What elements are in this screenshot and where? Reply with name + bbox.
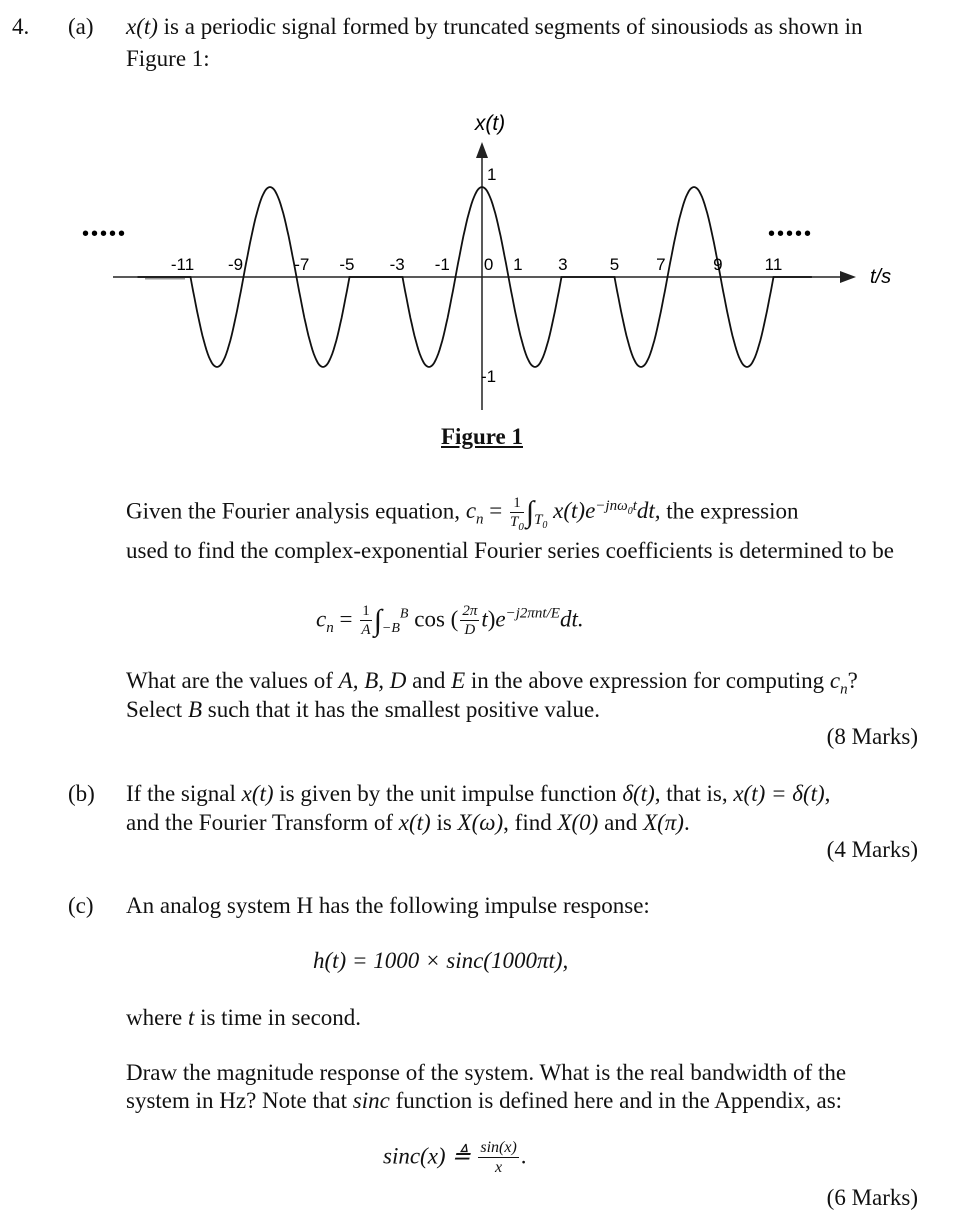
figure-caption: Figure 1 [441,424,523,449]
b2-m1: x(t) [398,810,431,835]
b-t4: , [824,781,831,806]
b-t1: If the signal [126,781,236,806]
draw-line2 [126,1088,842,1114]
signal-plot [0,100,968,420]
where-line [126,1005,361,1031]
draw-t1: system in Hz? Note that [126,1088,348,1113]
part-a-intro-line1 [126,14,863,40]
q-cn-base: c [829,668,841,693]
where-a: where [126,1005,183,1030]
x-tick-label: 3 [558,255,568,274]
question-line1 [126,668,858,698]
x-tick-label: -11 [170,255,195,274]
b-t3: , that is, [654,781,728,806]
b2-t4: and [604,810,638,835]
part-a-marks: (8 Marks) [826,724,918,749]
amplitude-axis-arrow [476,142,488,158]
q-var-e: E [451,668,466,693]
draw-line1: Draw the magnitude response of the system. What is the real bandwidth of the [126,1060,847,1085]
b2-t2: is [436,810,452,835]
x-tick-label: -9 [227,255,244,274]
b2-t5: . [683,810,690,835]
x-tick-label: 0 [483,255,494,274]
b2-m3: X(0) [557,810,599,835]
part-b-marks: (4 Marks) [826,837,918,862]
select-rest: such that it has the smallest positive value. [207,697,600,722]
time-axis-arrow [840,271,856,283]
given-suffix: the expression [666,498,799,524]
b-m2: δ(t) [622,781,655,806]
select-text: Select [126,697,183,722]
fourier-analysis-equation: $c_n$ = $\frac{1}{T_0}$ $\int_{T_0}$ $x(t)e^{-jn\omega_0t}dt$, [465,495,661,533]
x-tick-label: -5 [339,255,355,274]
right-ellipsis: ••••• [768,223,814,245]
figure-1 [0,100,968,420]
question-number: 4. [12,14,30,39]
signal-symbol: x(t) [126,14,158,39]
x-tick-label: 9 [713,255,723,274]
q-vars: A, B, D [338,668,407,693]
b-t2: is given by the unit impulse function [279,781,617,806]
x-tick-label: 11 [764,255,783,274]
sinc-definition [383,1140,527,1176]
b2-m2: X(ω) [457,810,504,835]
q-rest: in the above expression for computing [470,668,825,693]
x-tick-label: 7 [656,255,666,274]
impulse-response-equation: h(t) = 1000 × sinc(1000πt), [313,948,569,973]
y-tick-bottom: -1 [481,367,497,386]
cn-expression: $c_n$ = $\frac{1}{A}$ $\int_{-B}^B$ cos ( $\frac{2\pi}{D}$ $t)e^{-j2\pi nt/E}dt$. [316,603,584,638]
draw-t2: function is defined here and in the Appendix, as: [395,1088,843,1113]
part-b-line2 [126,810,690,836]
x-tick-label: -1 [434,255,450,274]
where-c: is time in second. [200,1005,362,1030]
x-tick-label: 1 [513,255,523,274]
b-m3: x(t) = δ(t) [733,781,825,806]
q-cn [829,668,848,698]
x-tick-labels [171,255,782,274]
part-a-label: (a) [68,14,94,39]
part-a-intro-line2: Figure 1: [126,46,210,71]
y-axis-label: x(t) [474,112,506,135]
sinc-den: x [495,1159,503,1176]
where-b: t [187,1005,195,1030]
x-tick-label: -3 [389,255,405,274]
part-c-line1: An analog system H has the following impulse response: [126,893,650,918]
select-var: B [187,697,203,722]
q-text1: What are the values of [126,668,333,693]
x-tick-label: 5 [609,255,620,274]
sinc-fraction [478,1140,518,1176]
question-line2 [126,697,600,723]
q-mark: ? [847,668,858,693]
given-prefix: Given the Fourier analysis equation, [126,498,461,524]
sinc-end: . [520,1143,527,1169]
b2-t3: , find [503,810,552,835]
b2-t1: and the Fourier Transform of [126,810,394,835]
intro-text: is a periodic signal formed by truncated segments of sinousiods as shown in [157,14,863,39]
b2-m4: X(π) [643,810,684,835]
y-tick-top: 1 [487,165,497,184]
given-line2: used to find the complex-exponential Fourier series coefficients is determined to be [126,538,894,563]
part-b-label: (b) [68,781,95,806]
sinc-lhs: sinc(x) ≜ [383,1143,471,1169]
part-c-marks: (6 Marks) [826,1185,918,1210]
draw-sinc: sinc [352,1088,390,1113]
q-and: and [412,668,446,693]
part-c-label: (c) [68,893,94,918]
given-line1 [126,495,799,533]
x-axis-label: t/s [870,266,892,288]
x-tick-label: -7 [294,255,310,274]
sinc-num: sin(x) [480,1139,517,1156]
part-b-line1 [126,781,830,807]
left-ellipsis: ••••• [82,223,128,245]
b-m1: x(t) [241,781,274,806]
q-cn-sub: n [840,681,848,698]
